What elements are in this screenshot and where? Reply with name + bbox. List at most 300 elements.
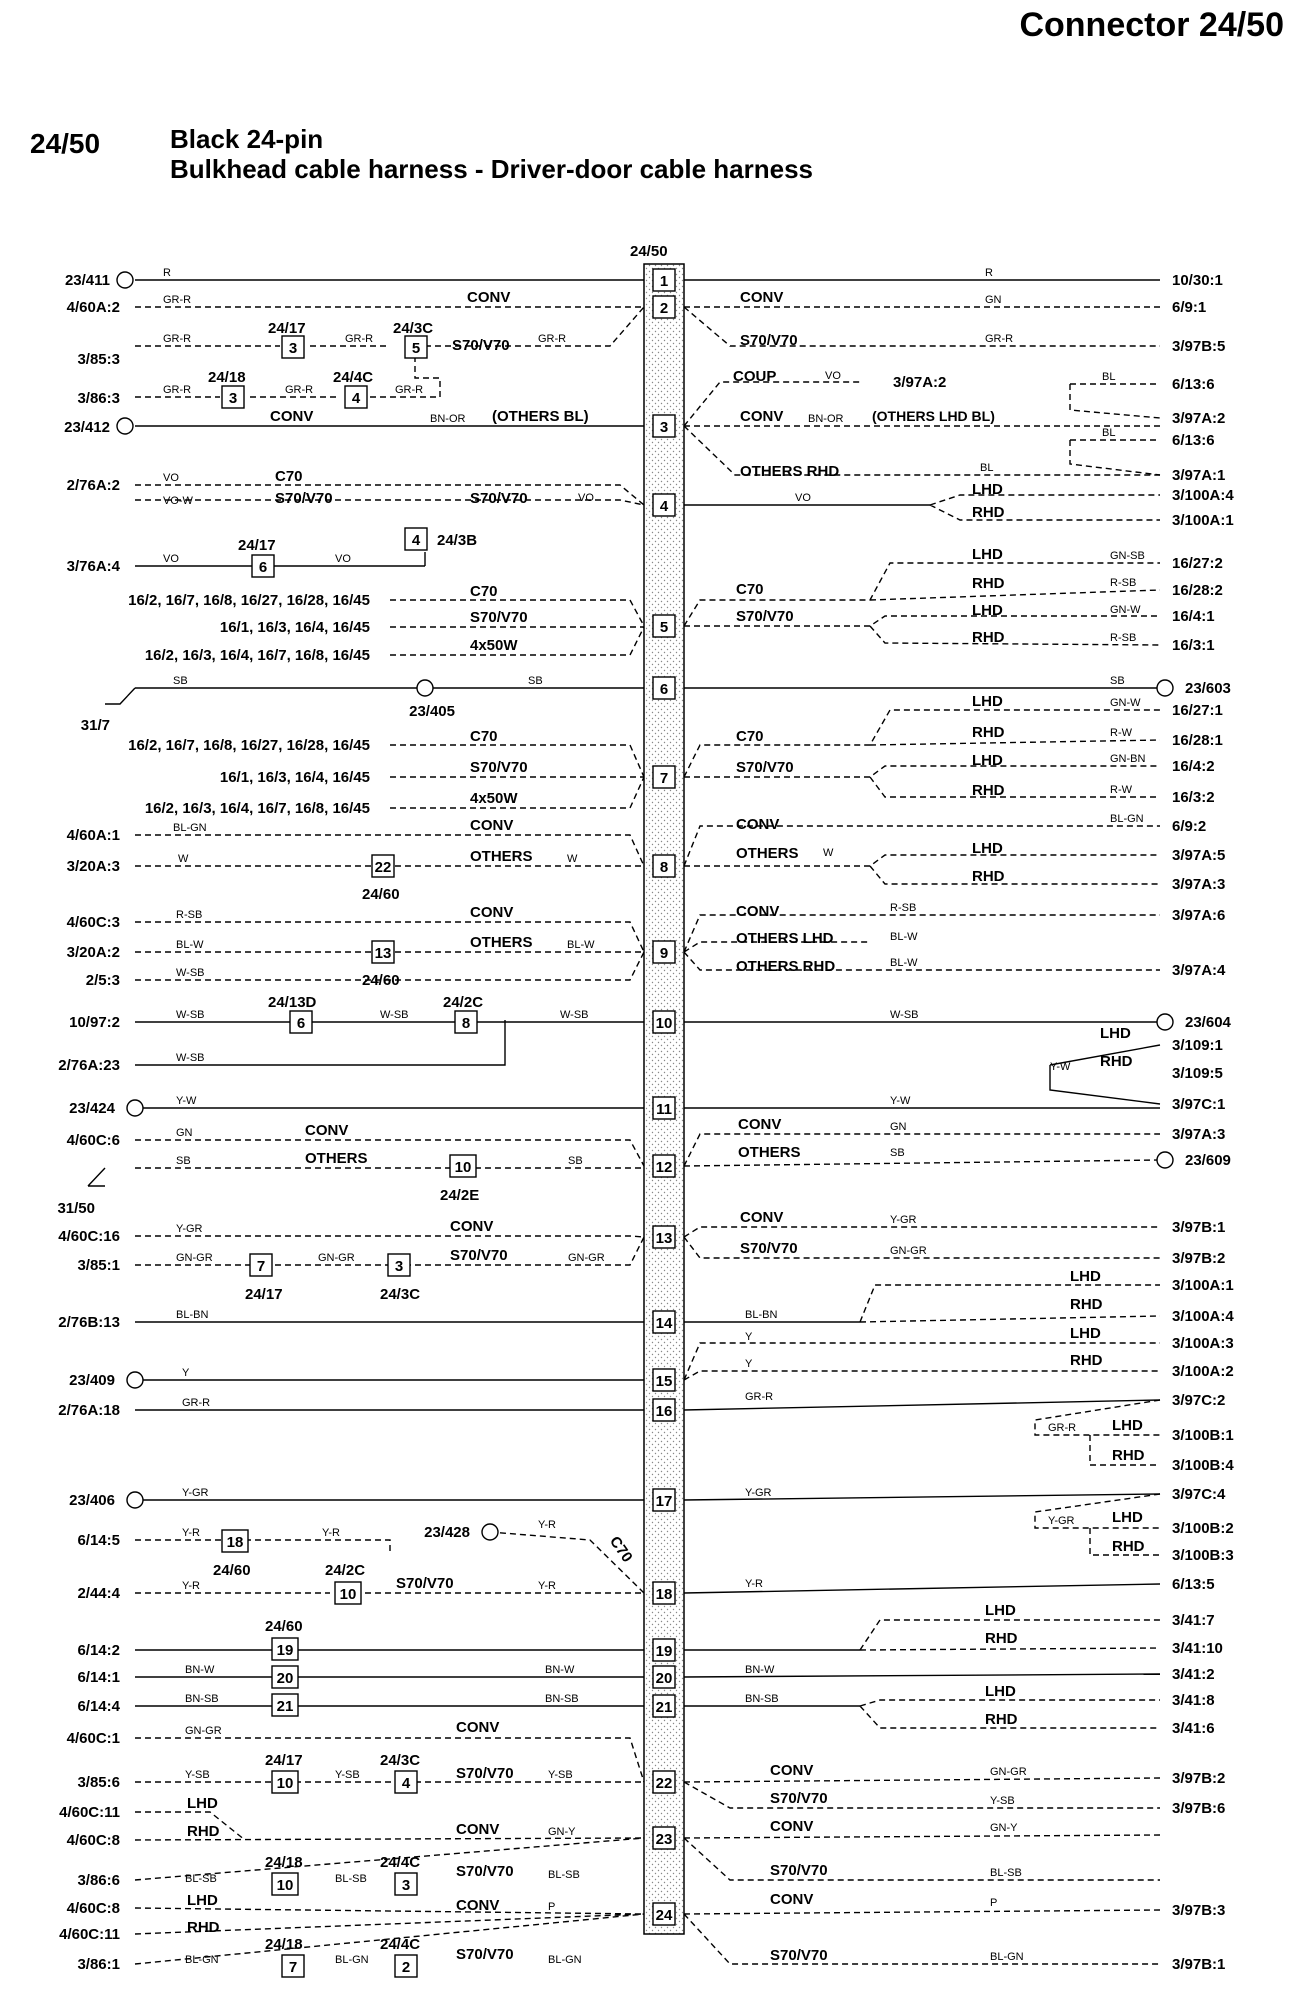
variant-label: RHD xyxy=(1112,1447,1145,1464)
left-label: 2/76A:2 xyxy=(66,477,120,494)
left-label: 23/405 xyxy=(409,703,455,720)
pin-number: 9 xyxy=(659,945,669,962)
variant-label: RHD xyxy=(1100,1053,1133,1070)
connector-label: 24/50 xyxy=(630,243,668,260)
variant-label: RHD xyxy=(972,868,1005,885)
pin-number: 4 xyxy=(659,498,669,515)
left-label: 23/424 xyxy=(69,1100,115,1117)
wire-color-label: BN-SB xyxy=(745,1693,779,1705)
right-label: 10/30:1 xyxy=(1172,272,1223,289)
pin-number: 5 xyxy=(659,619,669,636)
wire-color-label: Y-R xyxy=(538,1580,556,1592)
right-label: 3/41:6 xyxy=(1172,1720,1215,1737)
wire-color-label: GR-R xyxy=(163,384,192,396)
splice-label: 24/3C xyxy=(380,1286,421,1303)
splice-label: 24/17 xyxy=(245,1286,283,1303)
svg-text:8: 8 xyxy=(461,1015,471,1032)
right-label: 3/97A:3 xyxy=(1172,876,1226,893)
splice-label: 24/3C xyxy=(393,320,434,337)
svg-text:13: 13 xyxy=(374,945,392,962)
wire-color-label: Y-R xyxy=(182,1580,200,1592)
right-label: 3/100A:1 xyxy=(1172,512,1234,529)
variant-label: 4x50W xyxy=(470,637,518,654)
wire-color-label: BN-W xyxy=(185,1664,215,1676)
variant-label: LHD xyxy=(985,1602,1016,1619)
left-label: 3/20A:3 xyxy=(66,858,120,875)
wire-color-label: BN-SB xyxy=(545,1693,579,1705)
variant-label: CONV xyxy=(740,289,784,306)
wire-color-label: VO xyxy=(163,553,179,565)
variant-label: CONV xyxy=(470,817,514,834)
pin-number: 23 xyxy=(655,1831,673,1848)
wire-color-label: GR-R xyxy=(745,1391,774,1403)
variant-label: CONV xyxy=(456,1821,500,1838)
pin-number: 13 xyxy=(655,1230,673,1247)
splice-label: 24/60 xyxy=(362,972,400,989)
variant-label: S70/V70 xyxy=(450,1247,508,1264)
right-label: 3/97C:2 xyxy=(1172,1392,1226,1409)
wire-color-label: W-SB xyxy=(176,1052,205,1064)
variant-label: RHD xyxy=(1070,1296,1103,1313)
variant-label: C70 xyxy=(736,581,764,598)
variant-label: OTHERS xyxy=(470,934,533,951)
wire-color-label: GR-R xyxy=(345,333,374,345)
wire-color-label: R-W xyxy=(1110,727,1132,739)
left-label: 4/60C:8 xyxy=(66,1832,120,1849)
wire-color-label: R-SB xyxy=(1110,577,1137,589)
variant-label: S70/V70 xyxy=(736,608,794,625)
left-label: 4/60A:2 xyxy=(66,299,120,316)
wire-color-label: W xyxy=(567,853,578,865)
right-label: 3/100A:4 xyxy=(1172,487,1234,504)
splice-label: 24/3B xyxy=(437,532,478,549)
wire-color-label: GR-R xyxy=(985,333,1014,345)
svg-text:3: 3 xyxy=(228,390,238,407)
right-label: 3/97A:6 xyxy=(1172,907,1226,924)
right-label: 3/97B:5 xyxy=(1172,338,1226,355)
wire-color-label: BL-GN xyxy=(1110,813,1144,825)
wire-color-label: Y-GR xyxy=(176,1223,203,1235)
splice-label: 24/2E xyxy=(440,1187,480,1204)
svg-text:3: 3 xyxy=(288,340,298,357)
pin-number: 16 xyxy=(655,1403,673,1420)
left-label: 4/60A:1 xyxy=(66,827,120,844)
variant-label: CONV xyxy=(470,904,514,921)
variant-label: LHD xyxy=(1112,1509,1143,1526)
wire-color-label: R-W xyxy=(1110,784,1132,796)
wire-color-label: Y xyxy=(745,1331,753,1343)
splice-label: 24/18 xyxy=(265,1936,303,1953)
splice-label: 24/60 xyxy=(265,1618,303,1635)
wire-color-label: GR-R xyxy=(1048,1422,1077,1434)
wire-color-label: BL-SB xyxy=(990,1867,1022,1879)
pin-number: 17 xyxy=(655,1493,673,1510)
wire-color-label: BL-SB xyxy=(335,1873,367,1885)
right-label: 3/109:1 xyxy=(1172,1037,1223,1054)
right-label: 3/100A:2 xyxy=(1172,1363,1234,1380)
wire-color-label: W-SB xyxy=(380,1009,409,1021)
variant-label: LHD xyxy=(187,1795,218,1812)
pin-number: 21 xyxy=(655,1699,673,1716)
wire-color-label: W xyxy=(823,847,834,859)
wire-color-label: P xyxy=(990,1897,998,1909)
right-label: 3/97A:4 xyxy=(1172,962,1226,979)
left-label: 2/44:4 xyxy=(77,1585,120,1602)
pin-number: 24 xyxy=(655,1907,673,1924)
wire-color-label: SB xyxy=(890,1147,905,1159)
right-label: 3/97A:2 xyxy=(893,374,947,391)
right-label: 6/13:5 xyxy=(1172,1576,1215,1593)
variant-label: OTHERS RHD xyxy=(740,463,840,480)
wire-color-label: BL xyxy=(1102,427,1116,439)
right-label: 16/28:1 xyxy=(1172,732,1223,749)
right-label: 16/4:2 xyxy=(1172,758,1215,775)
right-label: 3/41:10 xyxy=(1172,1640,1223,1657)
splice-label: 24/17 xyxy=(268,320,306,337)
splice-label: 24/3C xyxy=(380,1752,421,1769)
variant-label: CONV xyxy=(736,903,780,920)
wire-color-label: VO xyxy=(578,492,594,504)
variant-label: LHD xyxy=(972,840,1003,857)
left-label: 3/85:6 xyxy=(77,1774,120,1791)
variant-label: LHD xyxy=(972,693,1003,710)
left-label: 2/5:3 xyxy=(85,972,120,989)
pin-number: 11 xyxy=(656,1101,672,1118)
svg-text:10: 10 xyxy=(276,1775,294,1792)
svg-text:10: 10 xyxy=(276,1877,294,1894)
right-label: 16/4:1 xyxy=(1172,608,1215,625)
variant-label: RHD xyxy=(187,1919,220,1936)
splice-label: 24/2C xyxy=(443,994,484,1011)
svg-text:10: 10 xyxy=(454,1159,472,1176)
variant-label: RHD xyxy=(187,1823,220,1840)
svg-text:4: 4 xyxy=(351,390,361,407)
svg-text:3: 3 xyxy=(394,1258,404,1275)
wire-color-label: Y-GR xyxy=(890,1214,917,1226)
right-label: 3/41:8 xyxy=(1172,1692,1215,1709)
wire-color-label: GN-GR xyxy=(568,1252,605,1264)
variant-label: CONV xyxy=(467,289,511,306)
right-label: 3/97A:3 xyxy=(1172,1126,1226,1143)
svg-text:3: 3 xyxy=(401,1877,411,1894)
variant-label: CONV xyxy=(770,1891,814,1908)
variant-label: CONV xyxy=(740,408,784,425)
variant-label: S70/V70 xyxy=(452,337,510,354)
splice-label: 24/2C xyxy=(325,1562,366,1579)
wire-color-label: GN-GR xyxy=(318,1252,355,1264)
left-label: 23/412 xyxy=(64,419,110,436)
wire-color-label: BL-BN xyxy=(176,1309,209,1321)
left-label: 16/2, 16/7, 16/8, 16/27, 16/28, 16/45 xyxy=(128,592,370,609)
wire-color-label: BN-W xyxy=(745,1664,775,1676)
left-label: 16/2, 16/3, 16/4, 16/7, 16/8, 16/45 xyxy=(144,647,370,664)
variant-label: S70/V70 xyxy=(470,490,528,507)
splice-label: 24/17 xyxy=(238,537,276,554)
wire-color-label: GN-GR xyxy=(185,1725,222,1737)
wire-color-label: Y-R xyxy=(538,1519,556,1531)
wire-color-label: BN-OR xyxy=(430,413,466,425)
variant-label: CONV xyxy=(770,1762,814,1779)
wire-color-label: GN-W xyxy=(1110,604,1141,616)
variant-label: S70/V70 xyxy=(470,609,528,626)
variant-label: S70/V70 xyxy=(275,490,333,507)
right-label: 16/3:2 xyxy=(1172,789,1215,806)
wire-color-label: GN-Y xyxy=(548,1826,576,1838)
wire-color-label: R-SB xyxy=(890,902,917,914)
right-label: 3/100B:4 xyxy=(1172,1457,1234,1474)
splice-label: 24/4C xyxy=(380,1936,421,1953)
variant-label: 4x50W xyxy=(470,790,518,807)
svg-text:7: 7 xyxy=(256,1258,266,1275)
wire-color-label: BL-GN xyxy=(335,1954,369,1966)
wire-color-label: R xyxy=(985,267,993,279)
wire-color-label: BL-GN xyxy=(990,1951,1024,1963)
left-label: 4/60C:11 xyxy=(59,1804,120,1821)
wire-color-label: GR-R xyxy=(163,333,192,345)
svg-text:10: 10 xyxy=(339,1586,357,1603)
left-label: 23/409 xyxy=(69,1372,115,1389)
svg-text:5: 5 xyxy=(411,340,421,357)
pin-number: 1 xyxy=(659,273,669,290)
wire-color-label: Y-SB xyxy=(335,1769,360,1781)
wire-color-label: VO xyxy=(335,553,351,565)
wire-color-label: BL xyxy=(980,462,994,474)
left-label: 23/406 xyxy=(69,1492,115,1509)
wire-color-label: GN-BN xyxy=(1110,753,1146,765)
wire-color-label: W-SB xyxy=(176,1009,205,1021)
wire-color-label: W-SB xyxy=(176,967,205,979)
svg-text:6: 6 xyxy=(296,1015,306,1032)
left-label: 2/76A:23 xyxy=(58,1057,120,1074)
wire-color-label: GN-SB xyxy=(1110,550,1145,562)
variant-label: COUP xyxy=(733,368,777,385)
variant-label: OTHERS xyxy=(738,1144,801,1161)
wire-color-label: Y-W xyxy=(176,1095,197,1107)
left-label: 23/428 xyxy=(424,1524,470,1541)
variant-label: RHD xyxy=(972,504,1005,521)
left-label: 16/1, 16/3, 16/4, 16/45 xyxy=(219,619,370,636)
left-label: 10/97:2 xyxy=(69,1014,120,1031)
wire-color-label: GR-R xyxy=(538,333,567,345)
wire-color-label: W-SB xyxy=(890,1009,919,1021)
pin-number: 10 xyxy=(655,1015,673,1032)
wire-color-label: GN-GR xyxy=(990,1766,1027,1778)
svg-text:4: 4 xyxy=(411,532,421,549)
wire-color-label: BL xyxy=(1102,371,1116,383)
variant-label: CONV xyxy=(450,1218,494,1235)
splice-label: 24/17 xyxy=(265,1752,303,1769)
right-label: 3/100A:1 xyxy=(1172,1277,1234,1294)
variant-label: CONV xyxy=(738,1116,782,1133)
wire-color-label: GN xyxy=(176,1127,193,1139)
right-label: 3/100A:3 xyxy=(1172,1335,1234,1352)
wire-color-label: GR-R xyxy=(163,294,192,306)
left-label: 3/20A:2 xyxy=(66,944,120,961)
variant-label: LHD xyxy=(1112,1417,1143,1434)
variant-label: C70 xyxy=(605,1533,636,1566)
wire-color-label: Y-W xyxy=(1050,1061,1071,1073)
wire-color-label: Y-W xyxy=(890,1095,911,1107)
right-label: 3/97A:2 xyxy=(1172,410,1226,427)
wire-color-label: BL-W xyxy=(176,939,204,951)
variant-label: S70/V70 xyxy=(770,1790,828,1807)
wire-color-label: BL-W xyxy=(567,939,595,951)
variant-label: S70/V70 xyxy=(456,1765,514,1782)
svg-text:2: 2 xyxy=(401,1959,411,1976)
variant-label: C70 xyxy=(470,728,498,745)
left-label: 3/86:6 xyxy=(77,1872,120,1889)
wire-color-label: Y-SB xyxy=(990,1795,1015,1807)
connector-type: Black 24-pin xyxy=(170,124,324,154)
variant-label: LHD xyxy=(985,1683,1016,1700)
wire-color-label: Y-SB xyxy=(548,1769,573,1781)
right-label: 3/100B:2 xyxy=(1172,1520,1234,1537)
right-label: 16/27:1 xyxy=(1172,702,1223,719)
variant-label: S70/V70 xyxy=(740,332,798,349)
wire-color-label: BL-GN xyxy=(548,1954,582,1966)
left-label: 4/60C:11 xyxy=(59,1926,120,1943)
wire-color-label: W-SB xyxy=(560,1009,589,1021)
wire-color-label: GR-R xyxy=(182,1397,211,1409)
pin-number: 19 xyxy=(655,1643,673,1660)
wire-color-label: GN-W xyxy=(1110,697,1141,709)
right-label: 3/97B:2 xyxy=(1172,1250,1226,1267)
variant-label: (OTHERS BL) xyxy=(492,408,589,425)
variant-label: CONV xyxy=(770,1818,814,1835)
wire-color-label: Y xyxy=(182,1367,190,1379)
variant-label: CONV xyxy=(305,1122,349,1139)
left-label: 31/50 xyxy=(57,1200,95,1217)
variant-label: OTHERS xyxy=(736,845,799,862)
right-label: 6/13:6 xyxy=(1172,376,1215,393)
wire-color-label: BN-SB xyxy=(185,1693,219,1705)
wire-color-label: R-SB xyxy=(176,909,203,921)
left-label: 23/411 xyxy=(64,272,110,289)
pin-number: 8 xyxy=(659,859,669,876)
variant-label: (OTHERS LHD BL) xyxy=(872,408,995,424)
wire-color-label: Y-GR xyxy=(1048,1515,1075,1527)
variant-label: LHD xyxy=(187,1892,218,1909)
splice-label: 24/4C xyxy=(380,1854,421,1871)
wire-color-label: W xyxy=(178,853,189,865)
wire-color-label: BL-BN xyxy=(745,1309,778,1321)
wire-color-label: BL-W xyxy=(890,931,918,943)
wire-color-label: BN-OR xyxy=(808,413,844,425)
right-label: 3/100B:1 xyxy=(1172,1427,1234,1444)
right-label: 23/603 xyxy=(1185,680,1231,697)
pin-number: 20 xyxy=(655,1670,673,1687)
variant-label: LHD xyxy=(1070,1268,1101,1285)
variant-label: CONV xyxy=(456,1897,500,1914)
right-label: 3/97B:2 xyxy=(1172,1770,1226,1787)
right-label: 3/41:2 xyxy=(1172,1666,1215,1683)
right-label: 23/604 xyxy=(1185,1014,1231,1031)
pin-number: 12 xyxy=(655,1159,673,1176)
variant-label: RHD xyxy=(1070,1352,1103,1369)
variant-label: RHD xyxy=(985,1711,1018,1728)
variant-label: OTHERS LHD xyxy=(736,930,834,947)
wire-color-label: GN-GR xyxy=(176,1252,213,1264)
svg-text:21: 21 xyxy=(276,1698,294,1715)
wire-color-label: SB xyxy=(173,675,188,687)
variant-label: RHD xyxy=(972,782,1005,799)
right-label: 3/97B:6 xyxy=(1172,1800,1226,1817)
pin-number: 22 xyxy=(655,1775,673,1792)
variant-label: S70/V70 xyxy=(470,759,528,776)
variant-label: S70/V70 xyxy=(456,1946,514,1963)
variant-label: S70/V70 xyxy=(770,1947,828,1964)
page-title: Connector 24/50 xyxy=(1019,6,1284,44)
left-label: 16/2, 16/7, 16/8, 16/27, 16/28, 16/45 xyxy=(128,737,370,754)
pin-number: 7 xyxy=(659,770,669,787)
left-label: 31/7 xyxy=(80,717,110,734)
left-label: 3/85:3 xyxy=(77,351,120,368)
right-label: 16/28:2 xyxy=(1172,582,1223,599)
svg-text:6: 6 xyxy=(258,559,268,576)
left-label: 4/60C:6 xyxy=(66,1132,120,1149)
wire-color-label: Y xyxy=(745,1358,753,1370)
variant-label: RHD xyxy=(972,724,1005,741)
right-label: 3/100B:3 xyxy=(1172,1547,1234,1564)
wire-color-label: BL-GN xyxy=(173,822,207,834)
variant-label: LHD xyxy=(1070,1325,1101,1342)
wire-color-label: GN-GR xyxy=(890,1245,927,1257)
wire-color-label: BL-GN xyxy=(185,1954,219,1966)
wire-color-label: Y-R xyxy=(322,1527,340,1539)
svg-text:4: 4 xyxy=(401,1775,411,1792)
svg-text:20: 20 xyxy=(276,1670,294,1687)
wire-color-label: GR-R xyxy=(285,384,314,396)
variant-label: RHD xyxy=(972,629,1005,646)
left-label: 3/76A:4 xyxy=(66,558,120,575)
harness-description: Bulkhead cable harness - Driver-door cable harness xyxy=(170,154,814,184)
wire-color-label: GN-Y xyxy=(990,1822,1018,1834)
right-label: 16/27:2 xyxy=(1172,555,1223,572)
variant-label: OTHERS RHD xyxy=(736,958,836,975)
wire-color-label: VO xyxy=(825,370,841,382)
wire-color-label: SB xyxy=(1110,675,1125,687)
right-label: 6/9:1 xyxy=(1172,299,1207,316)
wire-color-label: BN-W xyxy=(545,1664,575,1676)
wire-color-label: R-SB xyxy=(1110,632,1137,644)
pin-number: 6 xyxy=(659,681,669,698)
left-label: 6/14:2 xyxy=(77,1642,120,1659)
wire-color-label: SB xyxy=(528,675,543,687)
variant-label: CONV xyxy=(456,1719,500,1736)
svg-text:22: 22 xyxy=(374,859,392,876)
left-label: 4/60C:3 xyxy=(66,914,120,931)
right-label: 6/9:2 xyxy=(1172,818,1207,835)
wire-color-label: SB xyxy=(176,1155,191,1167)
variant-label: C70 xyxy=(275,468,303,485)
left-label: 2/76A:18 xyxy=(58,1402,120,1419)
svg-text:7: 7 xyxy=(288,1959,298,1976)
left-label: 16/2, 16/3, 16/4, 16/7, 16/8, 16/45 xyxy=(144,800,370,817)
wire-color-label: VO xyxy=(163,472,179,484)
wire-color-label: GN xyxy=(890,1121,907,1133)
variant-label: LHD xyxy=(972,602,1003,619)
variant-label: RHD xyxy=(985,1630,1018,1647)
variant-label: LHD xyxy=(972,481,1003,498)
pin-number: 14 xyxy=(655,1315,673,1332)
left-label: 4/60C:16 xyxy=(58,1228,120,1245)
variant-label: S70/V70 xyxy=(396,1575,454,1592)
pin-number: 3 xyxy=(659,419,669,436)
left-label: 4/60C:8 xyxy=(66,1900,120,1917)
wire-color-label: P xyxy=(548,1901,556,1913)
variant-label: C70 xyxy=(736,728,764,745)
variant-label: S70/V70 xyxy=(740,1240,798,1257)
